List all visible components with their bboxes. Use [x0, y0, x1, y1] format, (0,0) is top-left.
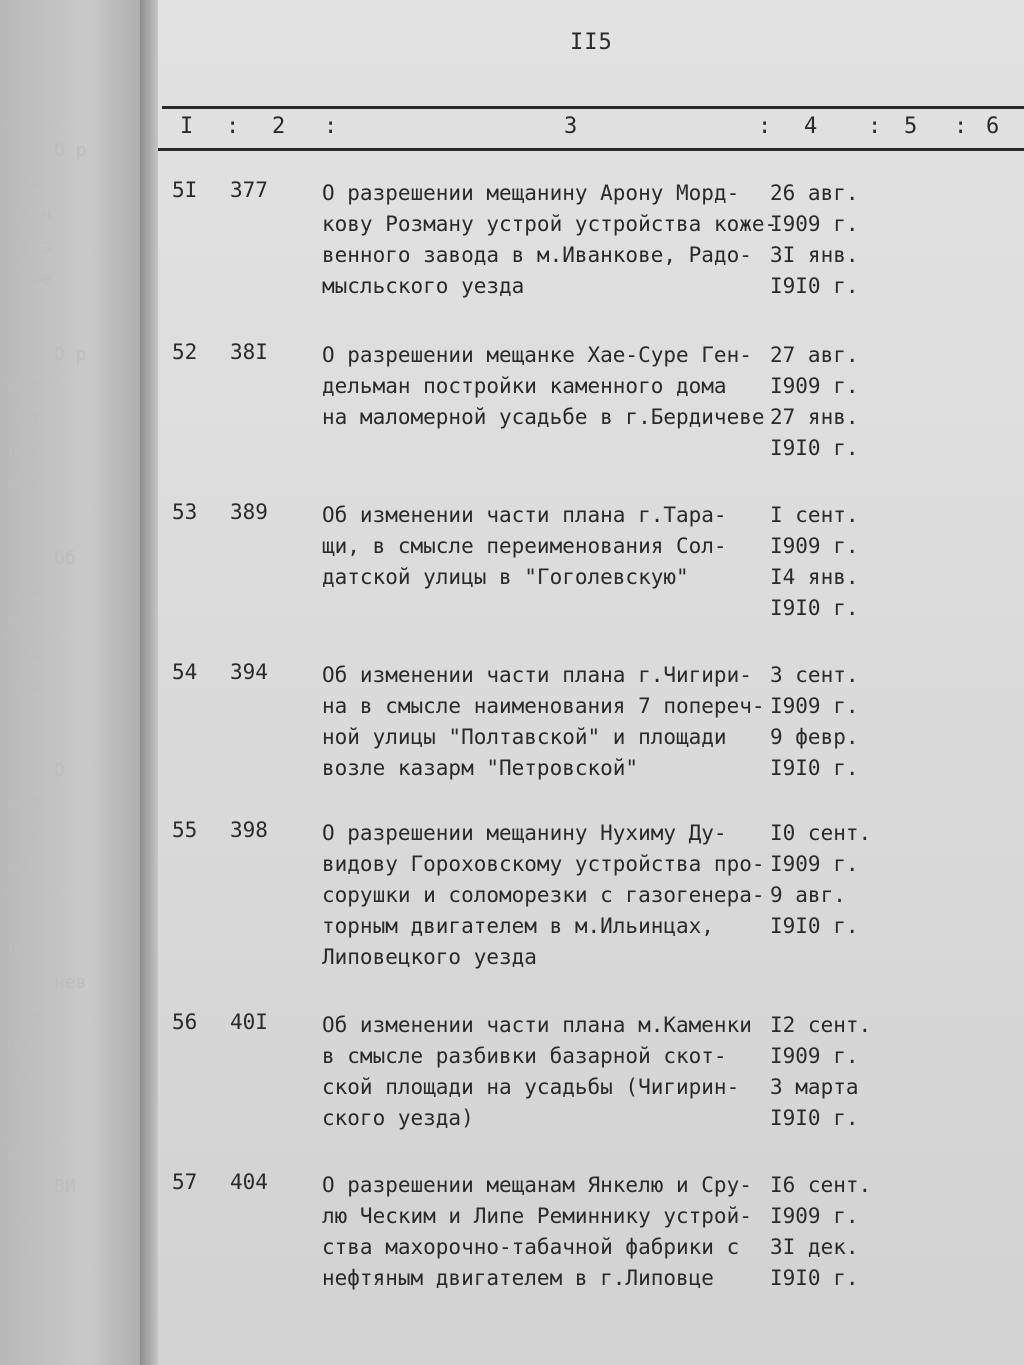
description-line: О разрешении мещанке Хае-Суре Ген-: [322, 343, 752, 367]
description-line: Об изменении части плана м.Каменки: [322, 1013, 752, 1037]
date-line: 26 авг.: [770, 181, 859, 205]
date-line: I909 г.: [770, 694, 859, 718]
description-line: венного завода в м.Иванкове, Радо-: [322, 243, 752, 267]
header-col-3: 3: [564, 114, 578, 139]
description-line: торным двигателем в м.Ильинцах,: [322, 914, 714, 938]
left-page-fragment: сти: [8, 824, 41, 845]
header-sep-2: :: [324, 114, 338, 139]
header-sep-4: :: [868, 114, 882, 139]
entry-number: 57: [172, 1170, 198, 1194]
description-line: дельман постройки каменного дома: [322, 374, 727, 398]
description-line: на маломерной усадьбе в г.Бердичеве: [322, 405, 765, 429]
date-line: I9I0 г.: [770, 1266, 859, 1290]
date-line: I9I0 г.: [770, 914, 859, 938]
description-line: видову Гороховскому устройства про-: [322, 852, 765, 876]
header-sep-5: :: [954, 114, 968, 139]
left-page-fragment: Об: [54, 548, 76, 569]
entry-file-number: 394: [230, 660, 268, 684]
entry-dates: [770, 500, 1020, 624]
date-line: I9I0 г.: [770, 436, 859, 460]
description-line: Об изменении части плана г.Тара-: [322, 503, 727, 527]
entry-number: 53: [172, 500, 198, 524]
entry-number: 52: [172, 340, 198, 364]
description-line: возле казарм "Петровской": [322, 756, 639, 780]
date-line: I сент.: [770, 503, 859, 527]
description-line: лю Ческим и Липе Реминнику устрой-: [322, 1204, 752, 1228]
entry-file-number: 404: [230, 1170, 268, 1194]
description-line: ского уезда): [322, 1106, 474, 1130]
left-page-fragment: ад: [8, 1208, 30, 1229]
description-line: ской площади на усадьбы (Чигирин-: [322, 1075, 740, 1099]
date-line: 9 февр.: [770, 725, 859, 749]
entry-description: [322, 818, 772, 973]
description-line: О разрешении мещанину Нухиму Ду-: [322, 821, 727, 845]
left-page-fragment: Оли: [8, 472, 41, 493]
page-number: II5: [570, 30, 613, 55]
entry-description: [322, 1010, 772, 1134]
date-line: 3I дек.: [770, 1235, 859, 1259]
date-line: 3I янв.: [770, 243, 859, 267]
description-line: ной улицы "Полтавской" и площади: [322, 725, 727, 749]
entry-description: [322, 340, 772, 433]
left-page-fragment: О р: [54, 344, 87, 365]
description-line: на в смысле наименования 7 попереч-: [322, 694, 765, 718]
description-line: О разрешении мещанам Янкелю и Сру-: [322, 1173, 752, 1197]
date-line: I9I0 г.: [770, 1106, 859, 1130]
date-line: I909 г.: [770, 1204, 859, 1228]
date-line: 9 авг.: [770, 883, 846, 907]
entry-description: [322, 178, 778, 302]
left-page-fragment: Тере: [8, 268, 52, 289]
entry-dates: [770, 660, 1020, 784]
left-page-fragment: нев: [54, 972, 87, 993]
date-line: I909 г.: [770, 534, 859, 558]
left-page-fragment: сех: [8, 172, 41, 193]
date-line: I909 г.: [770, 212, 859, 236]
entry-number: 54: [172, 660, 198, 684]
entry-dates: [770, 178, 1020, 302]
left-page-fragment: ии н: [8, 204, 52, 225]
header-col-4: 4: [804, 114, 818, 139]
entry-file-number: 398: [230, 818, 268, 842]
header-sep-1: :: [226, 114, 240, 139]
description-line: ства махорочно-табачной фабрики с: [322, 1235, 740, 1259]
description-line: нефтяным двигателем в г.Липовце: [322, 1266, 714, 1290]
date-line: 3 марта: [770, 1075, 859, 1099]
entry-file-number: 38I: [230, 340, 268, 364]
date-line: I4 янв.: [770, 565, 859, 589]
description-line: датской улицы в "Гоголевскую": [322, 565, 689, 589]
left-page-fragment: О: [8, 1144, 19, 1165]
description-line: Об изменении части плана г.Чигири-: [322, 663, 752, 687]
table-header-rule: [158, 148, 1024, 151]
entry-dates: [770, 340, 1020, 464]
entry-number: 56: [172, 1010, 198, 1034]
entry-description: [322, 1170, 772, 1294]
left-page-fragment: вик: [8, 644, 41, 665]
date-line: I909 г.: [770, 374, 859, 398]
header-col-6: 6: [986, 114, 1000, 139]
left-page-fragment: О р: [54, 140, 87, 161]
left-page-fragment: при: [8, 440, 41, 461]
date-line: I6 сент.: [770, 1173, 872, 1197]
entry-dates: [770, 818, 1020, 942]
left-page-fragment: ЦИ: [8, 1036, 30, 1057]
left-page-fragment: уст: [8, 408, 41, 429]
left-page-fragment: дор: [8, 676, 41, 697]
date-line: I2 сент.: [770, 1013, 872, 1037]
description-line: в смысле разбивки базарной скот-: [322, 1044, 727, 1068]
table-top-rule: [162, 106, 1024, 109]
left-page-fragment: Пус: [8, 376, 41, 397]
header-col-1: I: [180, 114, 194, 139]
description-line: сорушки и соломорезки с газогенера-: [322, 883, 765, 907]
date-line: I909 г.: [770, 852, 859, 876]
header-col-5: 5: [904, 114, 918, 139]
description-line: Липовецкого уезда: [322, 945, 537, 969]
date-line: I909 г.: [770, 1044, 859, 1068]
header-sep-3: :: [758, 114, 772, 139]
left-page-fragment: бер: [8, 612, 41, 633]
left-page-fragment: на з: [8, 236, 52, 257]
date-line: 27 авг.: [770, 343, 859, 367]
description-line: О разрешении мещанину Арону Морд-: [322, 181, 740, 205]
description-line: кову Розману устрой устройства коже-: [322, 212, 778, 236]
entry-description: [322, 500, 772, 593]
entry-dates: [770, 1010, 1020, 1134]
description-line: мысльского уезда: [322, 274, 525, 298]
date-line: I9I0 г.: [770, 596, 859, 620]
entry-number: 55: [172, 818, 198, 842]
date-line: I9I0 г.: [770, 756, 859, 780]
entry-file-number: 377: [230, 178, 268, 202]
left-page-fragment: ВИ: [54, 1176, 76, 1197]
date-line: I0 сент.: [770, 821, 872, 845]
left-page-fragment: кой: [8, 580, 41, 601]
entry-description: [322, 660, 772, 784]
left-page-fragment: ТИ: [8, 1240, 30, 1261]
left-page-fragment: бер: [8, 792, 41, 813]
description-line: щи, в смысле переименования Сол-: [322, 534, 727, 558]
left-page-fragment: че: [8, 1068, 30, 1089]
date-line: 3 сент.: [770, 663, 859, 687]
header-col-2: 2: [272, 114, 286, 139]
entry-number: 5I: [172, 178, 198, 202]
date-line: 27 янв.: [770, 405, 859, 429]
entry-dates: [770, 1170, 1020, 1294]
entry-file-number: 40I: [230, 1010, 268, 1034]
left-page-fragment: О: [8, 940, 19, 961]
left-page-fragment: ле: [8, 856, 30, 877]
date-line: I9I0 г.: [770, 274, 859, 298]
left-page-fragment: сон: [8, 1004, 41, 1025]
left-page-fragment: О: [54, 760, 65, 781]
entry-file-number: 389: [230, 500, 268, 524]
